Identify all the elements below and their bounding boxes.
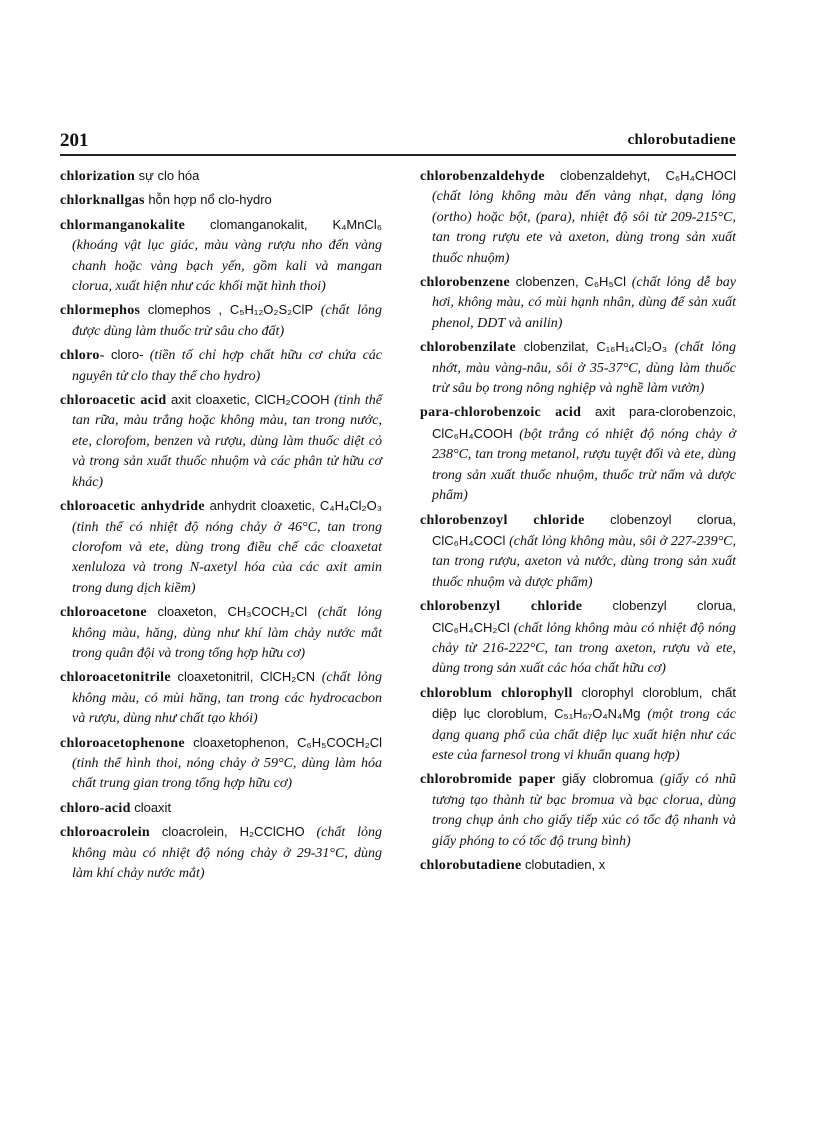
translation: clobenzyl clorua, ClC₆H₄CH₂Cl	[432, 598, 737, 635]
headword: chlorobutadiene	[420, 858, 522, 873]
translation: clobenzaldehyt, C₆H₄CHOCl	[560, 168, 736, 183]
translation: hỗn hợp nổ clo-hydro	[148, 192, 272, 208]
headword: chloroacetic anhydride	[60, 499, 205, 515]
translation: cloro-	[110, 347, 144, 363]
definition: (chất lỏng không màu có nhiệt độ nóng chảy từ 216-222°C, tan trong axeton, rượu và ete, dùng trong sản xuất các hóa chất hữu cơ)	[432, 620, 737, 677]
dictionary-entry	[60, 300, 382, 342]
definition: (khoáng vật lục giác, màu vàng rượu nho đến vàng chanh hoặc vàng bạch yến, gồm kali và mangan clorua, xuất hiện như các khối mặt hình thoi)	[72, 238, 382, 295]
headword: chloroacrolein	[60, 825, 151, 841]
dictionary-entry	[420, 272, 736, 334]
headword: chloroacetophenone	[60, 735, 185, 751]
headword: chloroblum chlorophyll	[420, 685, 573, 701]
translation: clobutadien, x	[524, 857, 606, 872]
headword: chlorobromide paper	[420, 772, 556, 788]
definition: (bột trắng có nhiệt độ nóng chảy ở 238°C, tan trong metanol, rượu tuyệt đối và ete, dùng trong sản xuất thuốc nhuộm, thuốc trừ nấm và dược phẩm)	[432, 426, 737, 504]
definition: (chất lỏng không màu có nhiệt độ nóng chảy ở 29-31°C, dùng làm khí chảy nước mắt)	[72, 825, 383, 881]
definition: (tinh thể tan rữa, màu trắng hoặc không màu, tan trong nước, ete, clorofom, benzen và rượu, dùng làm thuốc diệt cỏ và trong sản xuất thuốc nhuộm và các phân tử hữu cơ khác)	[72, 393, 383, 490]
translation: clobenzen, C₆H₅Cl	[515, 274, 626, 290]
headword: para-chlorobenzoic acid	[420, 405, 582, 421]
dictionary-entry	[60, 345, 382, 387]
headword: chlorobenzoyl chloride	[420, 512, 585, 528]
dictionary-entry	[60, 166, 382, 187]
translation: cloaxetophenon, C₆H₅COCH₂Cl	[193, 734, 382, 750]
dictionary-entry	[60, 667, 382, 729]
definition: (chất lỏng không màu đến vàng nhạt, dạng lỏng (ortho) hoặc bột, (para), nhiệt độ sôi từ 209-215°C, tan trong rượu ete và axeton, dùng trong sản xuất thuốc nhuộm)	[432, 189, 736, 266]
headword: chlorknallgas	[60, 193, 145, 209]
right-column	[420, 166, 736, 879]
translation: giấy clobromua	[562, 771, 654, 787]
translation: clomephos , C₅H₁₂O₂S₂ClP	[147, 302, 314, 318]
headword: chloro-	[60, 348, 105, 364]
definition: (chất lỏng không màu, có mùi hăng, tan trong các hydrocacbon và rượu, dùng như chất tạo khói)	[72, 670, 383, 727]
dictionary-entry	[420, 166, 736, 269]
dictionary-entry	[60, 822, 382, 884]
dictionary-entry	[60, 602, 382, 664]
dictionary-entry	[60, 798, 382, 819]
dictionary-entry	[60, 390, 382, 493]
headword: chlorobenzyl chloride	[420, 599, 583, 615]
dictionary-entry	[60, 190, 382, 211]
definition: (chất lỏng không màu, hăng, dùng như khí làm chảy nước mắt trong quân đội và trong tổng hợp hữu cơ)	[72, 605, 383, 661]
dictionary-entry	[420, 510, 736, 594]
definition: (một trong các dạng quang phổ của chất diệp lục xuất hiện như các este của farnesol trong vi khuẩn quang hợp)	[432, 707, 736, 763]
definition: (tiền tố chỉ hợp chất hữu cơ chứa các nguyên tử clo thay thế cho hydro)	[72, 348, 383, 384]
dictionary-entry	[60, 215, 382, 298]
headword: chlormephos	[60, 303, 141, 319]
headword: chloroacetone	[60, 605, 147, 621]
translation: axit cloaxetic, ClCH₂COOH	[170, 392, 330, 408]
headword: chlorobenzene	[420, 275, 510, 291]
headword: chloroacetic acid	[60, 393, 167, 409]
translation: cloacrolein, H₂CClCHO	[161, 824, 305, 840]
translation: axit para-clorobenzoic, ClC₆H₄COOH	[432, 404, 736, 441]
definition: (chất lỏng được dùng làm thuốc trừ sâu cho đất)	[72, 303, 382, 339]
headword: chlorobenzaldehyde	[420, 169, 545, 184]
translation: anhydrit cloaxetic, C₄H₄Cl₂O₃	[209, 498, 383, 514]
dictionary-entry	[420, 402, 736, 506]
definition: (chất lỏng không màu, sôi ở 227-239°C, tan trong rượu, axeton và nước, dùng trong sản xuất thuốc nhuộm và dược phẩm)	[432, 533, 737, 590]
dictionary-entry	[420, 337, 736, 399]
dictionary-entry	[60, 733, 382, 795]
headword: chlorization	[60, 169, 136, 184]
guide-word: chlorobutadiene	[627, 132, 736, 148]
header-rule	[60, 154, 736, 156]
translation: clobenzoyl clorua, ClC₆H₄COCl	[432, 511, 736, 548]
translation: cloaxit	[134, 799, 172, 815]
definition: (tinh thể có nhiệt độ nóng chảy ở 46°C, tan trong clorofom và ete, dùng trong điều chế các cloaxetat xenluloza và trong N-axetyl hóa của các axit amin trong dung dịch kiềm)	[72, 519, 382, 596]
headword: chlormanganokalite	[60, 217, 186, 233]
dictionary-entry	[420, 683, 736, 767]
dictionary-entry	[60, 496, 382, 599]
translation: clomanganokalit, K₄MnCl₆	[209, 216, 382, 232]
page-header	[60, 130, 736, 152]
translation: cloaxeton, CH₃COCH₂Cl	[157, 604, 308, 620]
definition: (giấy có nhũ tương tạo thành từ bạc bromua và bạc clorua, dùng trong chụp ảnh cho giấy tiếp xúc có tốc độ nhanh và giấy phóng to có tốc độ trung bình)	[432, 772, 737, 849]
translation: cloaxetonitril, ClCH₂CN	[177, 669, 316, 685]
translation: clorophyl cloroblum, chất diệp lục cloroblum, C₅₁H₆₇O₄N₄Mg	[432, 684, 736, 722]
left-column	[60, 166, 382, 887]
translation: clobenzilat, C₁₆H₁₄Cl₂O₃	[523, 339, 668, 355]
headword: chloro-acid	[60, 800, 131, 816]
headword: chlorobenzilate	[420, 340, 517, 356]
translation: sự clo hóa	[138, 168, 200, 183]
definition: (chất lỏng nhớt, màu vàng-nâu, sôi ở 35-37°C, dùng làm thuốc trừ sâu bọ trong nông nghiệp và nghề làm vườn)	[432, 340, 737, 397]
definition: (chất lỏng dễ bay hơi, không màu, có mùi hạnh nhân, dùng để sản xuất phenol, DDT và anilin)	[432, 275, 736, 331]
dictionary-entry	[420, 769, 736, 852]
definition: (tinh thể hình thoi, nóng chảy ở 59°C, dùng làm hóa chất trung gian trong tổng hợp hữu cơ)	[72, 755, 382, 792]
headword: chloroacetonitrile	[60, 670, 171, 686]
dictionary-entry	[420, 596, 736, 680]
page-number: 201	[60, 130, 89, 151]
dictionary-entry	[420, 855, 736, 876]
